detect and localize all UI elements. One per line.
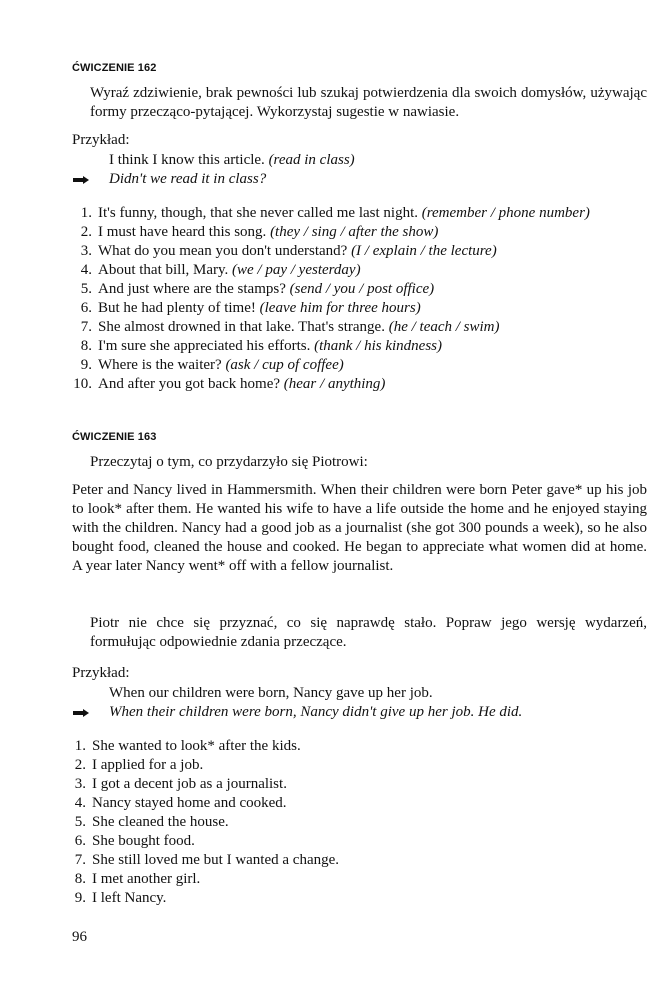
item-hint: (I / explain / the lecture) [351,243,497,259]
item-text: She wanted to look* after the kids. [92,738,301,754]
item-text: Where is the waiter? [98,357,222,373]
item-number: 2. [80,224,92,240]
page-number: 96 [72,929,87,945]
exercise-163-story: Peter and Nancy lived in Hammersmith. When their children were born Peter gave* up his job to look* after them. He wanted his wife to have a life outside the home and he enjoyed staying with the children. Nancy had a good job as a journalist (she got 300 pounds a week), so he also bought food, cleaned the house and cooked. He began to appreciate what women did at home. A year later Nancy went* off with a fellow journalist. [72,482,647,574]
exercise-163-item [66,794,339,813]
item-number: 1. [74,738,86,754]
exercise-162-item [72,223,590,242]
item-hint: (ask / cup of coffee) [225,357,344,373]
exercise-163-item [66,756,339,775]
exercise-163-item [66,775,339,794]
item-hint: (leave him for three hours) [259,300,421,316]
item-text: And after you got back home? [98,376,281,392]
item-text: But he had plenty of time! [98,300,256,316]
item-hint: (thank / his kindness) [314,338,443,354]
item-number: 7. [74,852,86,868]
item-hint: (he / teach / swim) [388,319,500,335]
exercise-162-item [72,261,590,280]
item-text: What do you mean you don't understand? [98,243,348,259]
item-text: I got a decent job as a journalist. [92,776,287,792]
example-hint: (read in class) [268,152,355,168]
exercise-162-item [72,356,590,375]
exercise-162-instruction: Wyraź zdziwienie, brak pewności lub szukaj potwierdzenia dla swoich domysłów, używając formy przecząco-pytającej. Wykorzystaj sugestie w nawiasie. [90,85,647,120]
item-hint: (remember / phone number) [421,205,590,221]
item-number: 3. [74,776,86,792]
exercise-162-item [72,337,590,356]
item-number: 9. [74,890,86,906]
item-text: I met another girl. [92,871,201,887]
item-number: 1. [80,205,92,221]
exercise-162-example-label: Przykład: [72,132,130,148]
item-text: She still loved me but I wanted a change. [92,852,340,868]
pointing-hand-icon [73,176,89,184]
item-hint: (they / sing / after the show) [270,224,439,240]
exercise-162-item [72,375,590,394]
item-hint: (we / pay / yesterday) [232,262,361,278]
exercise-162-example-sentence [109,151,355,170]
item-text: I applied for a job. [92,757,204,773]
item-number: 6. [80,300,92,316]
item-number: 9. [80,357,92,373]
item-number: 7. [80,319,92,335]
item-number: 5. [74,814,86,830]
item-text: And just where are the stamps? [98,281,286,297]
item-number: 8. [74,871,86,887]
item-text: I must have heard this song. [98,224,267,240]
item-text: She cleaned the house. [92,814,229,830]
item-number: 10. [73,376,92,392]
exercise-163-example-sentence: When our children were born, Nancy gave up her job. [109,685,433,701]
item-hint: (hear / anything) [283,376,386,392]
exercise-163-item [66,870,339,889]
exercise-162-example-answer: Didn't we read it in class? [109,171,267,187]
item-text: She bought food. [92,833,195,849]
exercise-162-item [72,204,590,223]
exercise-163-example-answer: When their children were born, Nancy didn't give up her job. He did. [109,704,523,720]
exercise-163-item [66,851,339,870]
exercise-163-list [66,737,339,908]
exercise-163-intro: Przeczytaj o tym, co przydarzyło się Piotrowi: [90,454,368,470]
item-text: Nancy stayed home and cooked. [92,795,287,811]
item-hint: (send / you / post office) [289,281,435,297]
exercise-163-instruction: Piotr nie chce się przyznać, co się naprawdę stało. Popraw jego wersję wydarzeń, formułując odpowiednie zdania przeczące. [90,615,647,650]
pointing-hand-icon [73,709,89,717]
item-text: About that bill, Mary. [98,262,229,278]
exercise-163-example-label: Przykład: [72,665,130,681]
exercise-163-item [66,737,339,756]
exercise-163-heading: ĆWICZENIE 163 [72,431,157,443]
exercise-163-item [66,813,339,832]
exercise-163-item [66,889,339,908]
item-number: 6. [74,833,86,849]
exercise-163-item [66,832,339,851]
item-number: 2. [74,757,86,773]
exercise-162-item [72,299,590,318]
item-number: 3. [80,243,92,259]
exercise-162-item [72,318,590,337]
item-text: It's funny, though, that she never called me last night. [98,205,418,221]
exercise-162-heading: ĆWICZENIE 162 [72,62,157,74]
item-number: 5. [80,281,92,297]
item-number: 4. [74,795,86,811]
item-text: I'm sure she appreciated his efforts. [98,338,311,354]
item-number: 4. [80,262,92,278]
item-text: She almost drowned in that lake. That's strange. [98,319,385,335]
example-sentence-text: I think I know this article. [109,152,265,168]
exercise-162-item [72,280,590,299]
item-number: 8. [80,338,92,354]
exercise-162-item [72,242,590,261]
exercise-162-list [72,204,590,394]
item-text: I left Nancy. [92,890,167,906]
